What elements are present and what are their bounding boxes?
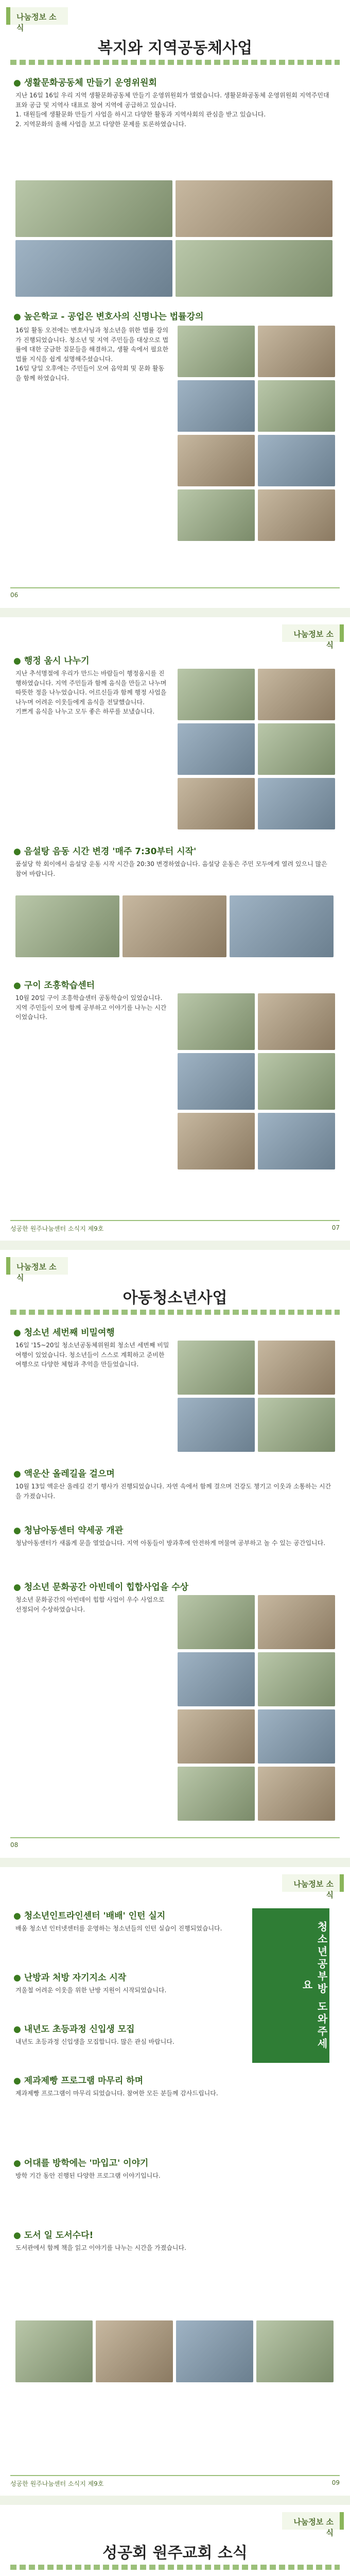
article-heading: ● 음설탕 음동 시간 변경 '매주 7:30부터 시작' bbox=[13, 844, 196, 857]
photo bbox=[176, 180, 332, 237]
photo bbox=[178, 1341, 255, 1395]
photo bbox=[258, 380, 335, 432]
photo bbox=[258, 435, 335, 486]
page-number: 09 bbox=[331, 2479, 340, 2486]
photo bbox=[15, 180, 172, 237]
page-4 bbox=[0, 1867, 350, 2496]
photo bbox=[258, 1398, 335, 1452]
photo bbox=[258, 993, 335, 1050]
article-heading: ● 제과제빵 프로그램 마무리 하며 bbox=[13, 2073, 143, 2086]
page-header: 나눔정보 소식 bbox=[6, 1257, 68, 1275]
photo bbox=[230, 895, 334, 957]
article-heading: ● 청남아동센터 약세공 개관 bbox=[13, 1523, 123, 1536]
article-body: 10월 13일 액운산 올레길 걷기 행사가 진행되었습니다. 자연 속에서 함께 걸으며 건강도 챙기고 이웃과 소통하는 시간을 가졌습니다. bbox=[15, 1483, 331, 1500]
photo bbox=[96, 2320, 173, 2382]
page-3 bbox=[0, 1250, 350, 1858]
title-rule bbox=[10, 2565, 340, 2570]
page-footer bbox=[10, 1837, 340, 1849]
article-heading: ● 구이 조흥학습센터 bbox=[13, 978, 95, 991]
photo bbox=[258, 669, 335, 720]
photo bbox=[178, 326, 255, 377]
article-heading: ● 어대를 방학에는 '마입고' 이야기 bbox=[13, 2156, 148, 2168]
photo-grid bbox=[15, 2320, 334, 2382]
page-header: 나눔정보 소식 bbox=[282, 1874, 344, 1892]
title-rule bbox=[10, 1310, 340, 1315]
section-title: 성공회 원주교회 소식 bbox=[102, 2544, 248, 2562]
page-number: 07 bbox=[331, 1224, 340, 1231]
photo bbox=[258, 1709, 335, 1764]
photo-grid bbox=[178, 326, 335, 541]
banner-poster: 청소년공부방 도와주세요 bbox=[252, 1908, 329, 2063]
photo bbox=[258, 778, 335, 829]
photo bbox=[178, 778, 255, 829]
photo bbox=[178, 1595, 255, 1649]
photo bbox=[258, 326, 335, 377]
page-header: 나눔정보 소식 bbox=[282, 2512, 344, 2530]
section-title: 복지와 지역공동체사업 bbox=[97, 39, 253, 57]
photo bbox=[178, 380, 255, 432]
photo bbox=[178, 669, 255, 720]
photo bbox=[15, 240, 172, 297]
article-body: 배움 청소년 인터넷센터를 운영하는 청소년들의 인턴 실습이 진행되었습니다. bbox=[15, 1925, 222, 1932]
article-heading: ● 청소년 문화공간 아빈데이 힙합사업을 수상 bbox=[13, 1580, 188, 1592]
page-number: 06 bbox=[10, 591, 19, 599]
photo bbox=[258, 1113, 335, 1170]
section-title: 아동청소년사업 bbox=[122, 1289, 227, 1307]
photo bbox=[176, 240, 332, 297]
article-body: 제과제빵 프로그램이 마무리 되었습니다. 참여한 모든 분들께 감사드립니다. bbox=[15, 2090, 218, 2097]
photo bbox=[178, 1767, 255, 1821]
photo bbox=[258, 1053, 335, 1110]
article-heading: ● 높은학교 - 공업은 변호사의 신명나는 법률강의 bbox=[13, 309, 203, 322]
photo bbox=[258, 1652, 335, 1706]
article-heading: ● 도서 일 도서수다! bbox=[13, 2228, 93, 2241]
page-header: 나눔정보 소식 bbox=[6, 7, 68, 25]
article-body: 16일 활동 오전에는 변호사님과 청소년을 위한 법률 강의가 진행되었습니다. 청소년 및 지역 주민들을 대상으로 법률에 대한 궁금한 질문들을 해결하고, 생활 속에서 필요한 법률 지식을 쉽게 설명해주셨습니다. 16일 당일 오후에는 주민들이 모여 음악회 및 문화 활동을 함께 하였습니다. bbox=[15, 327, 169, 382]
photo-grid bbox=[178, 1341, 335, 1452]
article-body: 청남아동센터가 새롭게 문을 열었습니다. 지역 아동들이 방과후에 안전하게 머물며 공부하고 놀 수 있는 공간입니다. bbox=[15, 1539, 326, 1547]
photo-grid bbox=[178, 669, 335, 829]
article-body: 내년도 초등과정 신입생을 모집합니다. 많은 관심 바랍니다. bbox=[15, 2038, 174, 2045]
article-body: 품설당 학 회이에서 음설당 운동 시작 시간을 20:30 변경하였습니다. 음설당 운동은 주민 모두에게 열려 있으니 많은 참여 바랍니다. bbox=[15, 860, 329, 877]
photo bbox=[258, 1341, 335, 1395]
photo bbox=[258, 723, 335, 775]
article-body: 지난 추석명절에 우리가 만드는 바람들이 행정움시를 진행하였습니다. 지역 주민들과 함께 음식을 만들고 나누며 따뜻한 정을 나누었습니다. 어르신들과 함께 행정 사업을 나누며 어려운 이웃들에게 음식을 전달했습니다. 기쁘게 음식을 나누고 모두 좋은 하루를 보냈습니다. bbox=[15, 670, 167, 716]
article-body: 겨울철 어려운 이웃을 위한 난방 지원이 시작되었습니다. bbox=[15, 1987, 167, 1994]
article-heading: ● 난방과 처방 자기지소 시작 bbox=[13, 1970, 126, 1983]
page-1 bbox=[0, 0, 350, 608]
page-footer: 성공한 원주나눔센터 소식지 제9호 07 bbox=[10, 1220, 340, 1233]
page-footer bbox=[10, 587, 340, 599]
photo-grid bbox=[15, 895, 334, 957]
page-5 bbox=[0, 2505, 350, 2576]
page-divider bbox=[0, 1858, 350, 1867]
photo bbox=[178, 1053, 255, 1110]
page-number: 08 bbox=[10, 1841, 19, 1849]
photo bbox=[178, 993, 255, 1050]
photo bbox=[178, 1652, 255, 1706]
article-heading: ● 생활문화공동체 만들기 운영위원회 bbox=[13, 75, 157, 88]
page-2 bbox=[0, 617, 350, 1241]
article-heading: ● 내년도 초등과정 신입생 모집 bbox=[13, 2022, 135, 2035]
photo bbox=[178, 1398, 255, 1452]
photo bbox=[258, 1595, 335, 1649]
article-heading: ● 액운산 올레길을 걸으며 bbox=[13, 1466, 115, 1479]
article-heading: ● 행정 움시 나누기 bbox=[13, 653, 90, 666]
photo bbox=[176, 2320, 253, 2382]
article-heading: ● 청소년인트라인센터 '배배' 인턴 실지 bbox=[13, 1908, 165, 1921]
title-rule bbox=[10, 60, 340, 65]
photo-grid bbox=[178, 1595, 335, 1821]
photo bbox=[258, 489, 335, 541]
photo bbox=[15, 895, 119, 957]
photo bbox=[178, 489, 255, 541]
page-divider bbox=[0, 1241, 350, 1250]
photo bbox=[178, 723, 255, 775]
page-divider bbox=[0, 2496, 350, 2505]
photo bbox=[178, 435, 255, 486]
photo-grid bbox=[178, 993, 335, 1170]
article-body: 방학 기간 동안 진행된 다양한 프로그램 이야기입니다. bbox=[15, 2172, 161, 2179]
photo bbox=[258, 1767, 335, 1821]
photo bbox=[178, 1113, 255, 1170]
page-footer: 성공한 원주나눔센터 소식지 제9호 09 bbox=[10, 2475, 340, 2488]
page-divider bbox=[0, 608, 350, 617]
article-body: 16일 '15~20일 청소년공동체위원회 청소년 세번째 비밀여행이 있었습니다. 청소년들이 스스로 계획하고 준비한 여행으로 다양한 체험과 추억을 만들었습니다. bbox=[15, 1342, 169, 1368]
article-body: 도서관에서 함께 책을 읽고 이야기를 나누는 시간을 가졌습니다. bbox=[15, 2244, 186, 2251]
photo bbox=[122, 895, 226, 957]
photo bbox=[15, 2320, 93, 2382]
article-body: 청소년 문화공간의 아빈데이 힙합 사업이 우수 사업으로 선정되어 수상하였습니다. bbox=[15, 1596, 167, 1613]
photo bbox=[256, 2320, 334, 2382]
photo bbox=[178, 1709, 255, 1764]
page-header: 나눔정보 소식 bbox=[282, 624, 344, 642]
article-body: 10월 20일 구이 조흥학습센터 공동학습이 있었습니다. 지역 주민들이 모여 함께 공부하고 이야기를 나누는 시간이었습니다. bbox=[15, 994, 167, 1021]
photo-grid bbox=[15, 180, 332, 297]
article-body: 지난 16일 16일 우리 지역 생활문화공동체 만들기 운영위원회가 열렸습니다. 생활문화공동체 운영위원회 지역주민대표와 공급 및 지역사 대표로 참여 지역에 공급하고 있습니다. 1. 대원들에 생활문화 만들기 사업을 하시고 다양한 활동과 지역사회의 관심을 받고 있습니다. 2. 지역문화의 올해 사업을 보고 다양한 문제를 토론하였습니다. bbox=[15, 92, 329, 128]
article-heading: ● 청소년 세번째 비밀여행 bbox=[13, 1325, 115, 1338]
